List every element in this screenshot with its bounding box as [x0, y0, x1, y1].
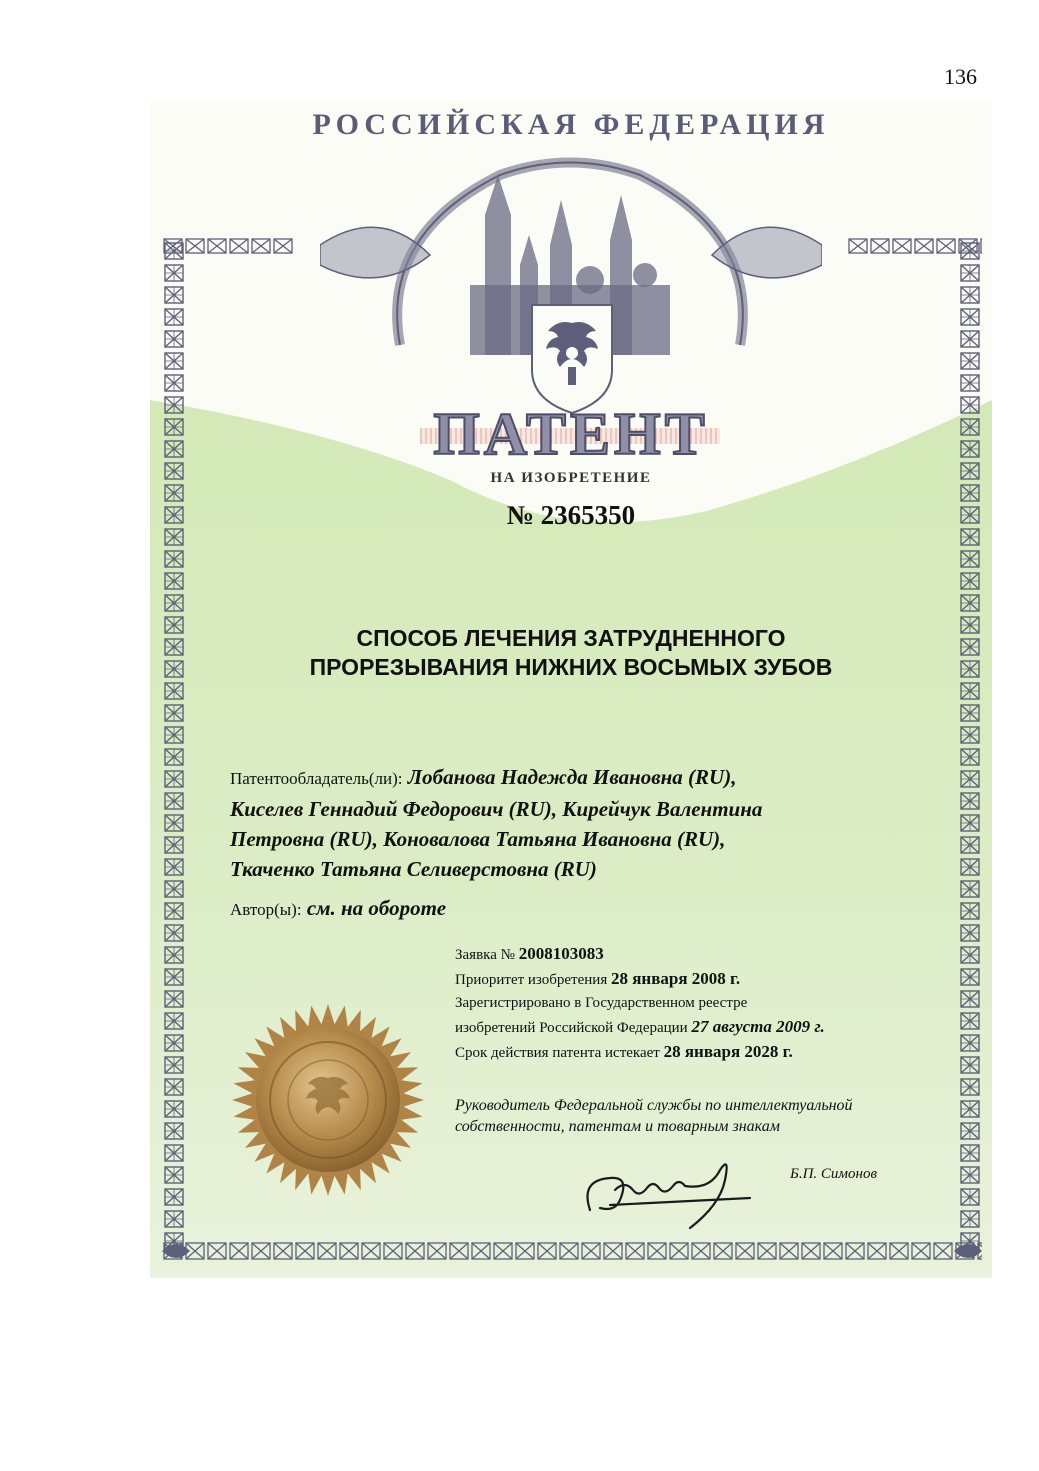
signature-icon	[570, 1150, 770, 1230]
expiry-row	[455, 1040, 965, 1065]
head-of-service-title	[455, 1095, 975, 1137]
expiry-label: Срок действия патента истекает	[455, 1045, 660, 1061]
application-value: 2008103083	[518, 944, 604, 963]
head-title-line: собственности, патентам и товарным знакам	[455, 1118, 780, 1135]
registered-row-line1: Зарегистрировано в Государственном реестре	[455, 995, 748, 1011]
authors	[230, 896, 446, 921]
registered-value: 27 августа 2009 г.	[691, 1017, 825, 1036]
signer-name: Б.П. Симонов	[790, 1166, 877, 1182]
country-title: РОССИЙСКАЯ ФЕДЕРАЦИЯ	[312, 108, 830, 141]
authors-label: Автор(ы):	[230, 900, 302, 919]
patent-subtype: НА ИЗОБРЕТЕНИЕ	[490, 470, 652, 486]
holder-line: Киселев Геннадий Федорович (RU), Кирейчук Валентина	[230, 797, 763, 821]
priority-label: Приоритет изобретения	[455, 972, 608, 988]
patent-heading: ПАТЕНТ	[433, 401, 709, 467]
patent-holders	[230, 762, 970, 884]
application-label: Заявка №	[455, 947, 515, 963]
invention-title-line: СПОСОБ ЛЕЧЕНИЯ ЗАТРУДНЕННОГО	[356, 625, 786, 651]
holder-line: Ткаченко Татьяна Селиверстовна (RU)	[230, 857, 597, 881]
gold-seal-icon	[228, 1000, 428, 1200]
page-number: 136	[944, 64, 977, 89]
expiry-value: 28 января 2028 г.	[663, 1042, 793, 1061]
authors-value: см. на обороте	[306, 896, 447, 920]
ornament-border-left	[162, 240, 186, 1250]
ornament-border-bottom	[162, 1238, 982, 1264]
patent-certificate	[150, 100, 992, 1278]
patent-number: № 2365350	[506, 500, 636, 530]
priority-row	[455, 967, 965, 992]
priority-value: 28 января 2008 г.	[610, 969, 741, 988]
ornament-border-top-left	[162, 238, 294, 254]
holder-line	[230, 762, 970, 794]
application-number-row	[455, 942, 965, 967]
holder-names: Лобанова Надежда Ивановна (RU),	[407, 765, 737, 789]
application-details	[455, 942, 965, 1065]
holder-line: Петровна (RU), Коновалова Татьяна Ивановна (RU),	[230, 827, 726, 851]
head-title-line: Руководитель Федеральной службы по интеллектуальной	[455, 1097, 853, 1114]
registered-label: изобретений Российской Федерации	[455, 1020, 688, 1036]
holders-label: Патентообладатель(ли):	[230, 769, 403, 788]
ornament-border-top-right	[847, 238, 982, 254]
invention-title-line: ПРОРЕЗЫВАНИЯ НИЖНИХ ВОСЬМЫХ ЗУБОВ	[309, 654, 833, 680]
invention-title	[210, 624, 932, 682]
registered-row-line2	[455, 1015, 965, 1040]
